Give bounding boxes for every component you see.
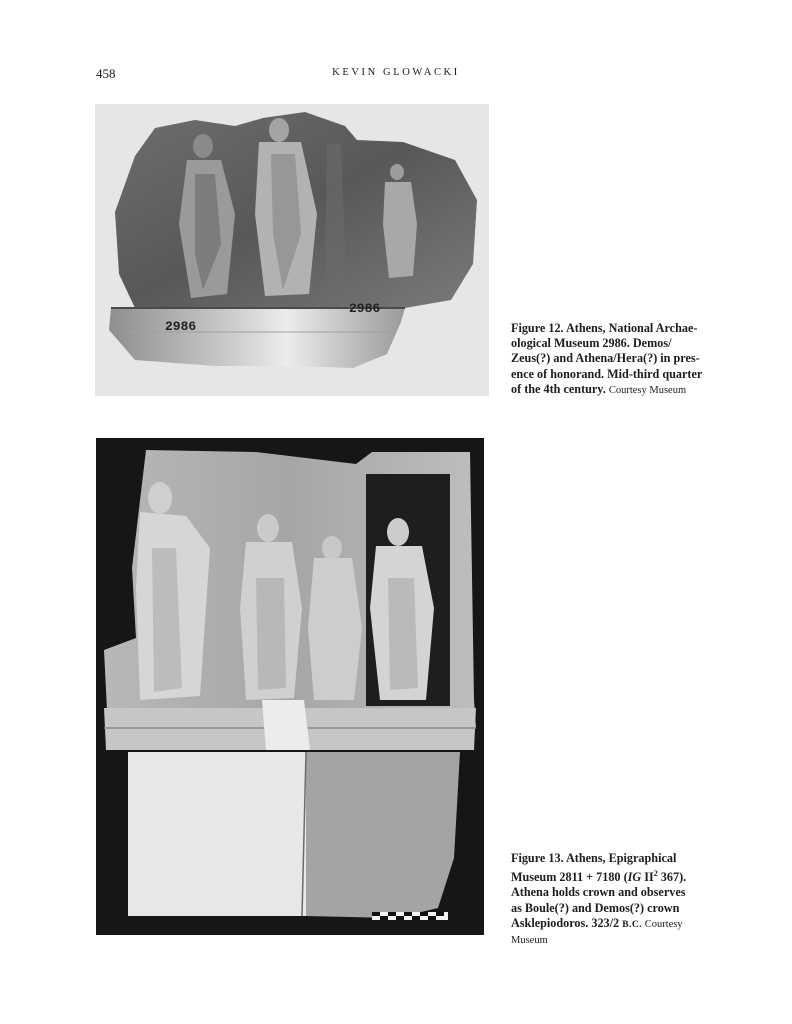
caption-line: ence of honorand. Mid-third quarter	[511, 366, 703, 381]
caption-line: as Boule(?) and Demos(?) crown	[511, 900, 680, 915]
scale-bar	[372, 912, 448, 920]
caption-line: Museum 2811 + 7180 (IG $II^2$ 367).	[511, 869, 687, 885]
figure-13-caption	[511, 851, 716, 948]
caption-line: Asklepiodoros. 323/2 B.C. Courtesy	[511, 915, 683, 930]
relief-stone-12	[95, 104, 489, 396]
running-head: KEVIN GLOWACKI	[332, 67, 460, 78]
relief-stone-13	[96, 438, 484, 935]
photo-credit-continued: Museum	[511, 935, 548, 947]
caption-line: of the 4th century. Courtesy Museum	[511, 381, 687, 396]
page-number: 458	[96, 66, 116, 81]
figure-13-photo	[96, 438, 484, 935]
caption-line: Figure 13. Athens, Epigraphical	[511, 851, 677, 865]
figure-12-photo	[95, 104, 489, 396]
caption-line: Athena holds crown and observes	[511, 885, 686, 900]
caption-line: Zeus(?) and Athena/Hera(?) in pres-	[511, 351, 700, 366]
inventory-label-left: 2986	[165, 319, 197, 334]
caption-line: Figure 12. Athens, National Archae-	[511, 321, 698, 335]
photo-credit: Courtesy Museum	[608, 384, 687, 396]
caption-line: ological Museum 2986. Demos/	[511, 336, 672, 351]
era-abbreviation: B.C.	[622, 919, 643, 930]
figure-12-caption	[511, 321, 716, 398]
ig-abbreviation: IG	[627, 870, 642, 885]
inventory-label-right: 2986	[349, 301, 381, 316]
photo-credit: Courtesy	[642, 918, 683, 930]
